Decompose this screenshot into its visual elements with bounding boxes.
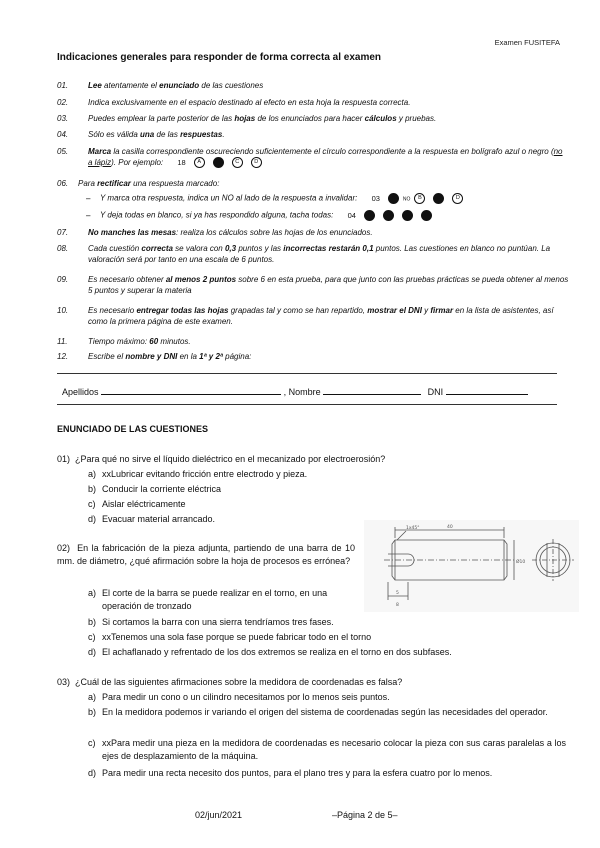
nombre-label: , Nombre <box>283 387 321 397</box>
instruction-09: 09. Es necesario obtener al menos 2 puntos sobre 6 en esta prueba, para que junto con las pruebas prácticas se pueda obtener al menos 5 puntos y superar la materia <box>57 275 569 295</box>
q3-option-a[interactable]: a) Para medir un cono o un cilindro necesitamos por lo menos seis puntos. <box>88 692 390 702</box>
instruction-04: 04. Sólo es válida una de las respuestas. <box>57 130 225 139</box>
question-text: ¿Cuál de las siguientes afirmaciones sobre la medidora de coordenadas es falsa? <box>75 677 403 687</box>
question-text: En la fabricación de la pieza adjunta, partiendo de una barra de 10 mm. de diámetro, ¿qué afirmación sobre la hoja de procesos es errónea? <box>57 543 355 566</box>
q3-option-c[interactable]: c) xxPara medir una pieza en la medidora de coordenadas es necesario colocar la pieza con sus caras paralelas a los ejes de desplazamiento de la máquina. <box>88 738 566 761</box>
instruction-07: 07. No manches las mesas: realiza los cálculos sobre las hojas de los enunciados. <box>57 228 373 237</box>
question-02 <box>57 542 355 568</box>
instruction-06: 06. Para rectificar una respuesta marcado: <box>57 179 220 188</box>
rectify-example-2: – Y deja todas en blanco, si ya has respondido alguna, tacha todas: 04 A B C D <box>86 210 436 221</box>
diameter-label: Ø10 <box>516 560 526 565</box>
q2-option-b[interactable]: b) Si cortamos la barra con una sierra tendríamos tres fases. <box>88 617 334 627</box>
instruction-02: 02. Indica exclusivamente en el espacio destinado al efecto en esta hoja la respuesta correcta. <box>57 98 411 107</box>
instructions-title: Indicaciones generales para responder de forma correcta al examen <box>57 52 382 63</box>
slot-width-label: 5 <box>396 591 399 596</box>
instruction-05: 05. Marca la casilla correspondiente oscureciendo suficientemente el círculo correspondiente a la respuesta en bolígrafo azul o negro (no a lápiz). Por ejemplo: 18 A B C D <box>57 147 563 167</box>
pin-technical-drawing <box>364 520 579 612</box>
length-label: 40 <box>447 525 453 530</box>
rectify-example-1: – Y marca otra respuesta, indica un NO al lado de la respuesta a invalidar: 03 A NO B C D <box>86 193 467 204</box>
apellidos-field[interactable] <box>101 385 281 395</box>
answer-circle-d: D <box>251 157 262 168</box>
q2-option-d[interactable]: d) El achaflanado y refrentado de los dos extremos se realiza en el torno en dos subfases. <box>88 647 452 657</box>
divider <box>57 404 557 405</box>
question-number: 02) <box>57 543 71 553</box>
divider <box>57 373 557 374</box>
q1-option-b[interactable]: b) Conducir la corriente eléctrica <box>88 484 222 494</box>
chamfer-label: 1x45° <box>406 526 420 531</box>
instruction-01: 01. Lee atentamente el enunciado de las cuestiones <box>57 81 264 90</box>
q3-option-d[interactable]: d) Para medir una recta necesito dos puntos, para el plano tres y para la esfera cuatro por lo menos. <box>88 768 493 778</box>
no-mark: NO <box>402 196 411 203</box>
footer-date: 02/jun/2021 <box>195 810 243 820</box>
instruction-08: 08. Cada cuestión correcta se valora con 0,3 puntos y las incorrectas restarán 0,1 puntos. Las cuestiones en blanco no puntúan. La valoración será por tanto en una escala de 6 puntos. <box>57 244 551 264</box>
instruction-03: 03. Puedes emplear la parte posterior de las hojas de los enunciados para hacer cálculos y pruebas. <box>57 114 437 123</box>
q3-option-b[interactable]: b) En la medidora podemos ir variando el origen del sistema de coordenadas según las necesidades del operador. <box>88 707 548 717</box>
instruction-11: 11. Tiempo máximo: 60 minutos. <box>57 337 191 346</box>
q1-option-a[interactable]: a) xxLubricar evitando fricción entre electrodo y pieza. <box>88 469 308 479</box>
answer-circle-filled: A <box>388 193 399 204</box>
q2-option-a[interactable]: a) El corte de la barra se puede realizar en el torno, en una operación de tronzado <box>88 588 328 611</box>
question-number: 03) <box>57 677 71 687</box>
dni-label: DNI <box>427 387 444 397</box>
answer-circle-a: A <box>194 157 205 168</box>
example-number: 18 <box>177 158 186 167</box>
footer-page-number: –Página 2 de 5– <box>332 810 398 820</box>
question-number: 01) <box>57 454 71 464</box>
slot-depth-label: 8 <box>396 603 399 608</box>
instruction-number: 01. <box>57 81 69 90</box>
dni-field[interactable] <box>446 385 528 395</box>
apellidos-label: Apellidos <box>62 387 99 397</box>
nombre-field[interactable] <box>323 385 421 395</box>
question-03 <box>57 676 567 689</box>
question-01 <box>57 453 567 466</box>
answer-circle-filled: B <box>213 157 224 168</box>
instruction-10: 10. Es necesario entregar todas las hojas grapadas tal y como se han repartido, mostrar el DNI y firmar en la lista de asistentes, así como la primera página de este examen. <box>57 306 554 326</box>
question-text: ¿Para qué no sirve el líquido dieléctrico en el mecanizado por electroerosión? <box>75 454 386 464</box>
exam-name: Examen FUSITEFA <box>494 38 560 47</box>
q1-option-c[interactable]: c) Aislar eléctricamente <box>88 499 186 509</box>
instruction-12: 12. Escribe el nombre y DNI en la 1ª y 2ª página: <box>57 352 252 361</box>
q2-option-c[interactable]: c) xxTenemos una sola fase porque se puede fabricar todo en el torno <box>88 632 372 642</box>
q1-option-d[interactable]: d) Evacuar material arrancado. <box>88 514 216 524</box>
answer-circle-c: C <box>232 157 243 168</box>
section-title: ENUNCIADO DE LAS CUESTIONES <box>57 424 209 434</box>
student-name-line <box>62 385 528 397</box>
